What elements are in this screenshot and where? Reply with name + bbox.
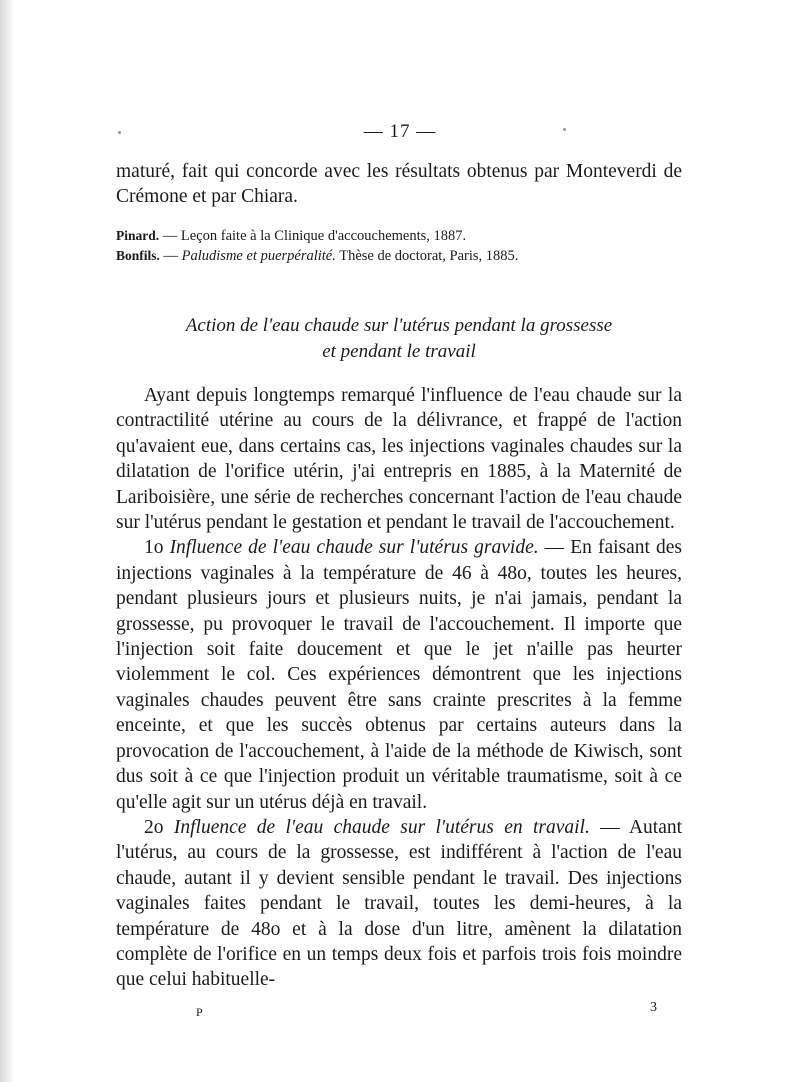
opening-block <box>116 159 682 210</box>
point-1-paragraph <box>116 535 682 814</box>
reference-text: Leçon faite à la Clinique d'accouchements, 1887. <box>180 228 467 244</box>
point-2-paragraph <box>116 815 682 993</box>
signature-mark: P <box>196 1005 203 1019</box>
reference-title: Paludisme et puerpéralité. <box>181 248 336 264</box>
point-2-text: — Autant l'utérus, au cours de la grossesse, est indifférent à l'action de l'eau chaude, autant il y devient sensible pendant le travail. Des injections vaginales faites pendant le travail, toutes les demi-heures, à la température de 48o et à la dose d'un litre, amènent la dilatation complète de l'orifice en un temps deux fois et parfois trois fois moindre que celui habituelle- <box>116 816 683 991</box>
reference-text: Thèse de doctorat, Paris, 1885. <box>335 248 519 264</box>
reference-author: Pinard. <box>116 228 160 243</box>
point-1-text: — En faisant des injections vaginales à la température de 46 à 48o, toutes les heures, pendant plusieurs jours et plusieurs nuits, je n'ai jamais, pendant la grossesse, pu provoquer le travail de l'accouchement. Il importe que l'injection soit faite doucement et que le jet n'aille pas heurter violemment le col. Ces expériences démontrent que les injections vaginales chaudes peuvent être sans crainte prescrites à la femme enceinte, et que les succès obtenus par certains auteurs dans la provocation de l'accouchement, à l'aide de la méthode de Kiwisch, sont dus soit à ce que l'injection produit un véritable traumatisme, soit à ce qu'elle agit sur un utérus déjà en travail. <box>116 537 682 813</box>
point-1-subheading: Influence de l'eau chaude sur l'utérus gravide. <box>169 537 539 559</box>
point-1-number: 1o <box>144 537 170 559</box>
intro-paragraph: Ayant depuis longtemps remarqué l'influence de l'eau chaude sur la contractilité utérine au cours de la délivrance, et frappé de l'action qu'avaient eue, dans certains cas, les injections vaginales chaudes sur la dilatation de l'orifice utérin, j'ai entrepris en 1885, à la Maternité de Lariboisière, une série de recherches concernant l'action de l'eau chaude sur l'utérus pendant le gestation et pendant le travail de l'accouchement. <box>116 385 682 534</box>
section-heading-line-2: et pendant le travail <box>322 341 476 362</box>
body-text <box>116 383 682 993</box>
page-edge-shadow <box>0 0 14 1082</box>
opening-paragraph: maturé, fait qui concorde avec les résultats obtenus par Monteverdi de Crémone et par Chiara. <box>116 161 682 208</box>
reference-dash: — <box>159 248 182 264</box>
reference-item <box>116 226 682 246</box>
reference-dash: — <box>159 228 181 244</box>
reference-item <box>116 246 682 266</box>
page-number: — 17 — <box>363 121 437 142</box>
section-heading-line-1: Action de l'eau chaude sur l'utérus pendant la grossesse <box>185 315 613 336</box>
sheet-number: 3 <box>650 1000 657 1015</box>
point-2-number: 2o <box>144 816 174 838</box>
reference-author: Bonfils. <box>116 248 160 263</box>
references <box>116 226 682 266</box>
point-2-subheading: Influence de l'eau chaude sur l'utérus en travail. <box>173 816 590 838</box>
